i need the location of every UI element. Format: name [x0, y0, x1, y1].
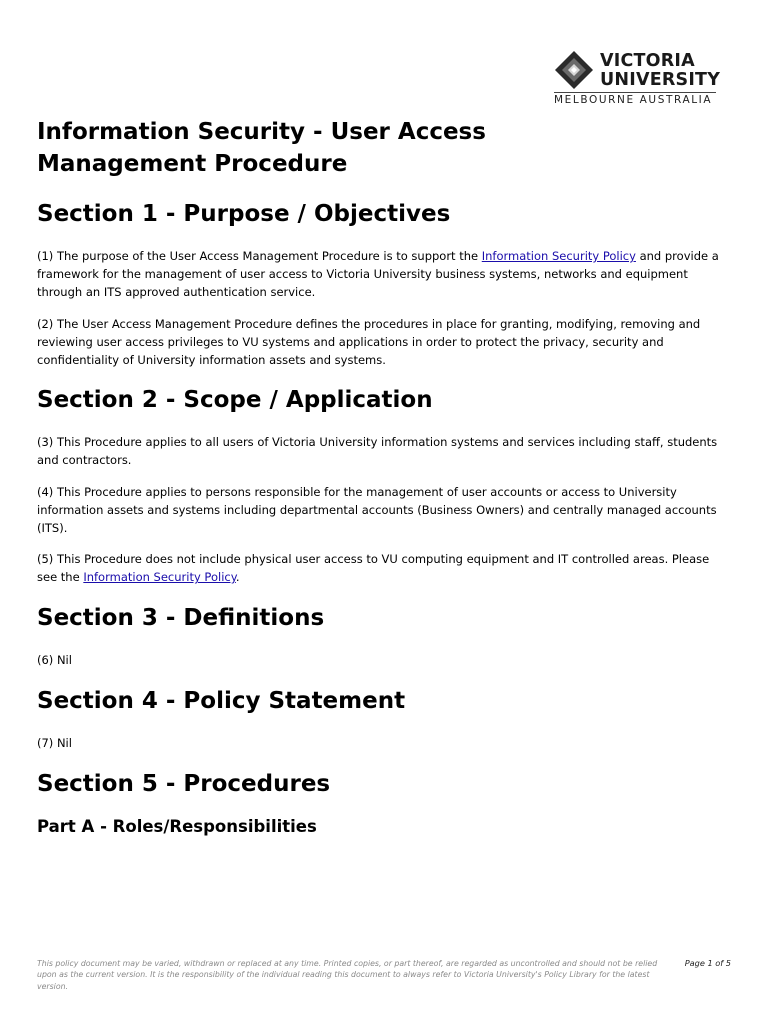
paragraph-1-text-b: and provide a framework for the management of user access to Victoria University business systems, networks and equipment through an ITS approved authentication service.: [37, 249, 719, 300]
paragraph-5-text-a: (5) This Procedure does not include physical user access to VU computing equipment and IT controlled areas. Please see the: [37, 552, 710, 585]
paragraph-2: (2) The User Access Management Procedure defines the procedures in place for granting, modifying, removing and reviewing user access privileges to VU systems and applications in order to protect the privacy, security and confidentiality of University information assets and systems.: [37, 316, 701, 368]
paragraph-6: (6) Nil: [37, 652, 72, 667]
information-security-policy-link-1[interactable]: Information Security Policy: [481, 249, 636, 263]
information-security-policy-link-2[interactable]: Information Security Policy: [83, 570, 236, 585]
paragraph-1-text-a: (1) The purpose of the User Access Management Procedure is to support the: [37, 249, 482, 263]
section-1-heading: Section 1 - Purpose / Objectives: [37, 201, 451, 227]
document-title: Information Security - User Access Management Procedure: [37, 119, 486, 177]
university-logo: [554, 50, 721, 106]
section-4-heading: Section 4 - Policy Statement: [37, 687, 406, 714]
paragraph-4: (4) This Procedure applies to persons responsible for the management of user accounts or access to University information assets and systems including departmental accounts (Business Owners) and centrally managed accounts (ITS).: [37, 484, 717, 536]
paragraph-3: (3) This Procedure applies to all users of Victoria University information systems and services including staff, students and contractors.: [37, 435, 718, 468]
section-2-heading: Section 2 - Scope / Application: [37, 387, 433, 414]
logo-subtitle: MELBOURNE AUSTRALIA: [554, 94, 713, 106]
document-body: [37, 112, 732, 838]
logo-diamond-icon: [554, 50, 594, 90]
paragraph-7: (7) Nil: [37, 735, 72, 750]
section-5-heading: Section 5 - Procedures: [37, 771, 331, 798]
section-3-heading: Section 3 - Definitions: [37, 604, 325, 631]
logo-word-university: UNIVERSITY: [600, 70, 721, 90]
paragraph-1: [37, 247, 732, 302]
paragraph-5-text-b: .: [235, 570, 240, 585]
paragraph-5: [37, 550, 732, 586]
part-a-heading: Part A - Roles/Responsibilities: [37, 817, 317, 837]
page-number: Page 1 of 5: [684, 958, 731, 968]
logo-word-victoria: VICTORIA: [600, 51, 695, 71]
footer-disclaimer: This policy document may be varied, withdrawn or replaced at any time. Printed copies, or part thereof, are regarded as uncontrolled and should not be relied upon as the current version. It is the responsibility of the individual reading this document to always refer to Victoria University's Policy Library for the latest version.: [37, 959, 658, 991]
